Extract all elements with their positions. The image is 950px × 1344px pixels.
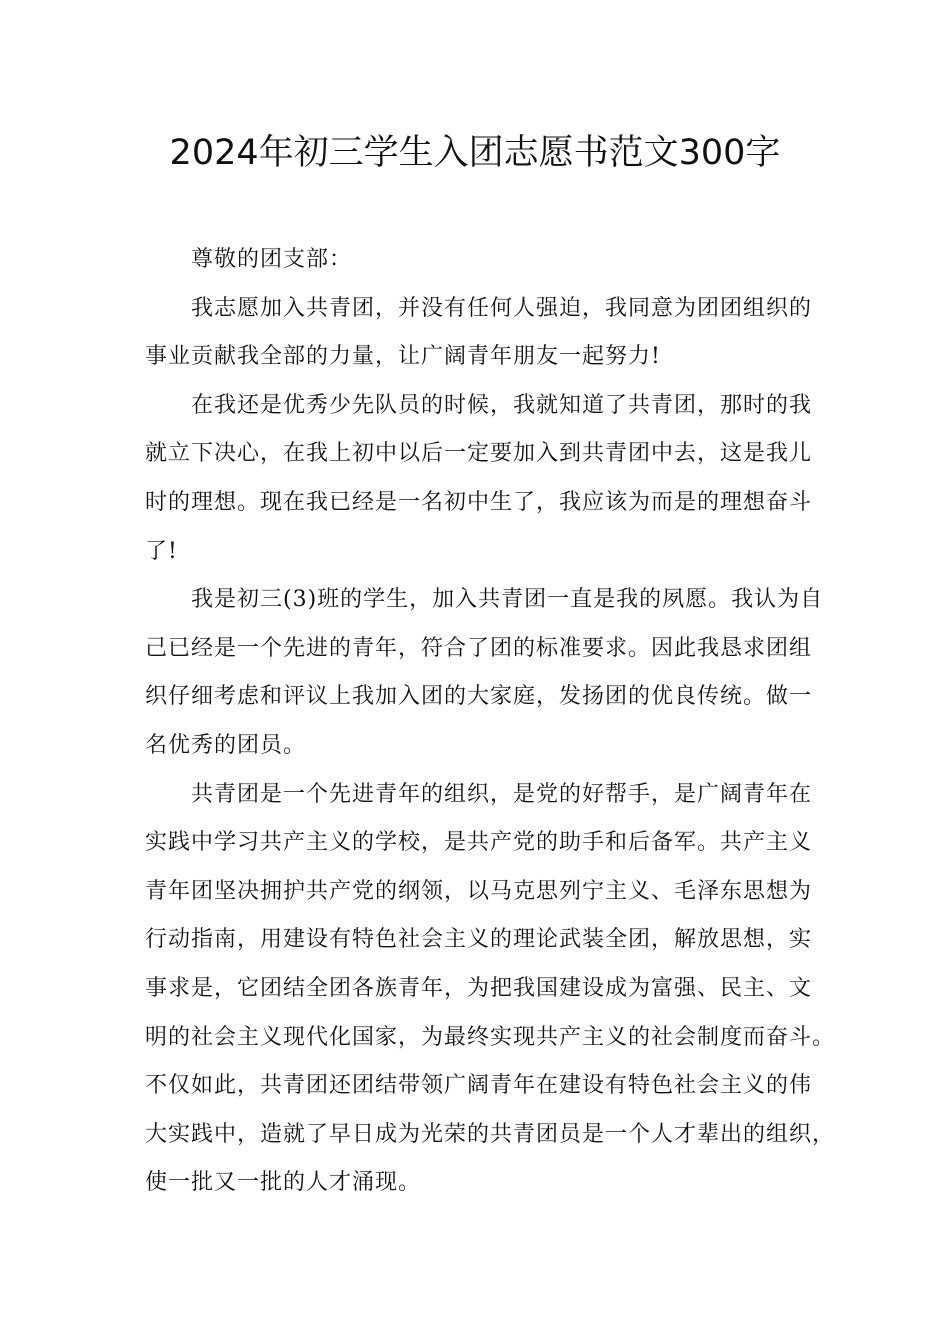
paragraph-line: 行动指南，用建设有特色社会主义的理论武装全团，解放思想，实 xyxy=(145,927,813,953)
paragraph-line: 织仔细考虑和评议上我加入团的大家庭，发扬团的优良传统。做一 xyxy=(145,684,813,710)
document-title: 2024年初三学生入团志愿书范文300字 xyxy=(169,133,781,173)
paragraph-line: 使一批又一批的人才涌现。 xyxy=(145,1170,422,1196)
paragraph-line: 己已经是一个先进的青年，符合了团的标准要求。因此我恳求团组 xyxy=(145,635,813,661)
paragraph-line: 就立下决心，在我上初中以后一定要加入到共青团中去，这是我儿 xyxy=(145,441,813,467)
paragraph-line: 在我还是优秀少先队员的时候，我就知道了共青团，那时的我 xyxy=(191,392,813,418)
paragraph-line: 明的社会主义现代化国家，为最终实现共产主义的社会制度而奋斗。 xyxy=(145,1024,836,1050)
paragraph-line: 了! xyxy=(145,538,178,564)
paragraph-line: 名优秀的团员。 xyxy=(145,732,307,758)
paragraph-3 xyxy=(145,576,835,770)
paragraph-line: 大实践中，造就了早日成为光荣的共青团员是一个人才辈出的组织， xyxy=(145,1121,836,1147)
paragraph-line: 事求是，它团结全团各族青年，为把我国建设成为富强、民主、文 xyxy=(145,975,813,1001)
paragraph-1 xyxy=(145,285,835,382)
paragraph-line: 我是初三(3)班的学生，加入共青团一直是我的夙愿。我认为自 xyxy=(191,587,824,613)
salutation: 尊敬的团支部： xyxy=(191,247,353,272)
paragraph-line: 时的理想。现在我已经是一名初中生了，我应该为而是的理想奋斗 xyxy=(145,489,813,515)
paragraph-line: 事业贡献我全部的力量，让广阔青年朋友一起努力! xyxy=(145,344,661,370)
paragraph-line: 我志愿加入共青团，并没有任何人强迫，我同意为团团组织的 xyxy=(191,295,813,321)
paragraph-line: 不仅如此，共青团还团结带领广阔青年在建设有特色社会主义的伟 xyxy=(145,1073,813,1099)
paragraph-line: 共青团是一个先进青年的组织，是党的好帮手，是广阔青年在 xyxy=(191,781,813,807)
paragraph-line: 实践中学习共产主义的学校，是共产党的助手和后备军。共产主义 xyxy=(145,830,813,856)
paragraph-line: 青年团坚决拥护共产党的纲领，以马克思列宁主义、毛泽东思想为 xyxy=(145,878,813,904)
paragraph-2 xyxy=(145,382,835,576)
paragraph-4 xyxy=(145,771,835,1208)
document-body xyxy=(145,236,835,1208)
